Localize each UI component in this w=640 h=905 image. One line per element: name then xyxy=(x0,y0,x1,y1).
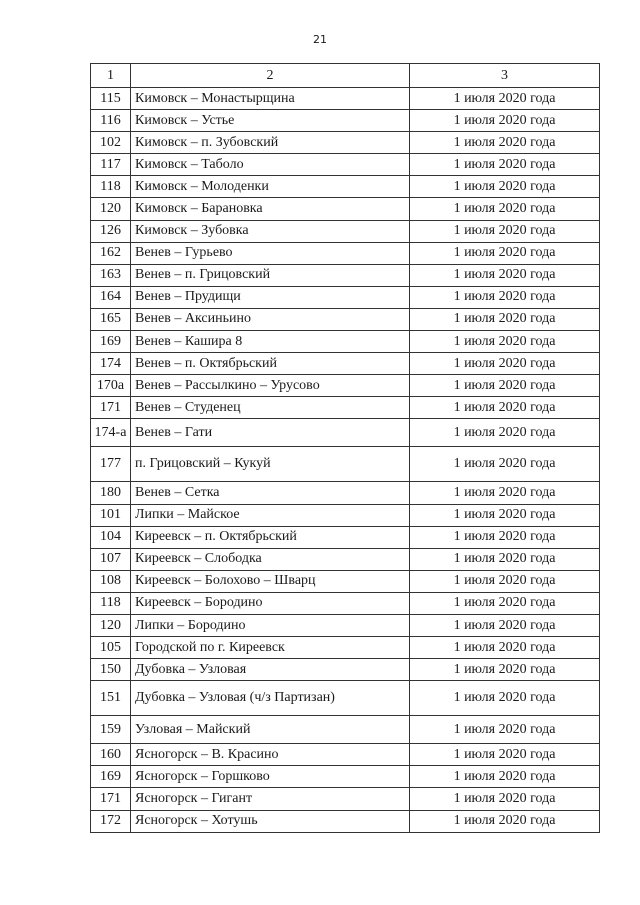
route-number-cell: 151 xyxy=(91,681,131,716)
table-row xyxy=(91,570,600,592)
table-row xyxy=(91,308,600,330)
start-date-cell: 1 июля 2020 года xyxy=(410,397,600,419)
route-name-cell: Венев – Гати xyxy=(131,419,410,447)
route-number-cell: 177 xyxy=(91,447,131,482)
start-date-cell: 1 июля 2020 года xyxy=(410,220,600,242)
table-row xyxy=(91,397,600,419)
table-row xyxy=(91,659,600,681)
header-cell-3: 3 xyxy=(410,64,600,88)
route-number-cell: 108 xyxy=(91,570,131,592)
start-date-cell: 1 июля 2020 года xyxy=(410,681,600,716)
route-number-cell: 180 xyxy=(91,482,131,504)
start-date-cell: 1 июля 2020 года xyxy=(410,548,600,570)
start-date-cell: 1 июля 2020 года xyxy=(410,570,600,592)
route-number-cell: 150 xyxy=(91,659,131,681)
start-date-cell: 1 июля 2020 года xyxy=(410,419,600,447)
start-date-cell: 1 июля 2020 года xyxy=(410,286,600,308)
route-number-cell: 126 xyxy=(91,220,131,242)
table-row xyxy=(91,716,600,744)
route-name-cell: Узловая – Майский xyxy=(131,716,410,744)
route-number-cell: 115 xyxy=(91,88,131,110)
start-date-cell: 1 июля 2020 года xyxy=(410,447,600,482)
table-row xyxy=(91,526,600,548)
route-name-cell: Венев – Сетка xyxy=(131,482,410,504)
route-number-cell: 107 xyxy=(91,548,131,570)
route-number-cell: 171 xyxy=(91,788,131,810)
table-row xyxy=(91,220,600,242)
table-row xyxy=(91,810,600,832)
route-name-cell: Липки – Бородино xyxy=(131,614,410,636)
route-name-cell: Венев – п. Октябрьский xyxy=(131,353,410,375)
route-name-cell: Венев – Аксиньино xyxy=(131,308,410,330)
start-date-cell: 1 июля 2020 года xyxy=(410,375,600,397)
routes-table xyxy=(90,63,600,833)
route-name-cell: Липки – Майское xyxy=(131,504,410,526)
start-date-cell: 1 июля 2020 года xyxy=(410,592,600,614)
start-date-cell: 1 июля 2020 года xyxy=(410,353,600,375)
start-date-cell: 1 июля 2020 года xyxy=(410,308,600,330)
table-row xyxy=(91,264,600,286)
route-number-cell: 105 xyxy=(91,637,131,659)
start-date-cell: 1 июля 2020 года xyxy=(410,154,600,176)
route-name-cell: Киреевск – Болохово – Шварц xyxy=(131,570,410,592)
start-date-cell: 1 июля 2020 года xyxy=(410,637,600,659)
route-number-cell: 118 xyxy=(91,176,131,198)
table-row xyxy=(91,482,600,504)
route-name-cell: Киреевск – Бородино xyxy=(131,592,410,614)
route-name-cell: Венев – п. Грицовский xyxy=(131,264,410,286)
route-number-cell: 160 xyxy=(91,744,131,766)
start-date-cell: 1 июля 2020 года xyxy=(410,198,600,220)
table-row xyxy=(91,198,600,220)
route-name-cell: п. Грицовский – Кукуй xyxy=(131,447,410,482)
route-name-cell: Кимовск – п. Зубовский xyxy=(131,132,410,154)
start-date-cell: 1 июля 2020 года xyxy=(410,810,600,832)
route-number-cell: 163 xyxy=(91,264,131,286)
route-number-cell: 118 xyxy=(91,592,131,614)
route-number-cell: 171 xyxy=(91,397,131,419)
route-number-cell: 165 xyxy=(91,308,131,330)
start-date-cell: 1 июля 2020 года xyxy=(410,659,600,681)
route-name-cell: Венев – Прудищи xyxy=(131,286,410,308)
table-row xyxy=(91,504,600,526)
start-date-cell: 1 июля 2020 года xyxy=(410,264,600,286)
start-date-cell: 1 июля 2020 года xyxy=(410,614,600,636)
table-row xyxy=(91,88,600,110)
route-number-cell: 159 xyxy=(91,716,131,744)
route-name-cell: Кимовск – Барановка xyxy=(131,198,410,220)
start-date-cell: 1 июля 2020 года xyxy=(410,482,600,504)
route-number-cell: 170а xyxy=(91,375,131,397)
start-date-cell: 1 июля 2020 года xyxy=(410,744,600,766)
route-name-cell: Венев – Кашира 8 xyxy=(131,331,410,353)
route-name-cell: Кимовск – Таболо xyxy=(131,154,410,176)
start-date-cell: 1 июля 2020 года xyxy=(410,88,600,110)
route-name-cell: Киреевск – Слободка xyxy=(131,548,410,570)
start-date-cell: 1 июля 2020 года xyxy=(410,504,600,526)
route-number-cell: 101 xyxy=(91,504,131,526)
table-row xyxy=(91,447,600,482)
table-row xyxy=(91,766,600,788)
route-number-cell: 169 xyxy=(91,766,131,788)
route-name-cell: Дубовка – Узловая xyxy=(131,659,410,681)
route-name-cell: Кимовск – Устье xyxy=(131,110,410,132)
route-name-cell: Ясногорск – Хотушь xyxy=(131,810,410,832)
start-date-cell: 1 июля 2020 года xyxy=(410,132,600,154)
table-row xyxy=(91,242,600,264)
table-row xyxy=(91,592,600,614)
route-name-cell: Дубовка – Узловая (ч/з Партизан) xyxy=(131,681,410,716)
table-row xyxy=(91,176,600,198)
route-name-cell: Кимовск – Монастырщина xyxy=(131,88,410,110)
route-name-cell: Ясногорск – В. Красино xyxy=(131,744,410,766)
table-row xyxy=(91,637,600,659)
route-number-cell: 162 xyxy=(91,242,131,264)
route-number-cell: 104 xyxy=(91,526,131,548)
route-number-cell: 102 xyxy=(91,132,131,154)
route-name-cell: Ясногорск – Гигант xyxy=(131,788,410,810)
table-row xyxy=(91,353,600,375)
table-row xyxy=(91,375,600,397)
table-row xyxy=(91,286,600,308)
start-date-cell: 1 июля 2020 года xyxy=(410,766,600,788)
start-date-cell: 1 июля 2020 года xyxy=(410,242,600,264)
table-row xyxy=(91,548,600,570)
table-row xyxy=(91,110,600,132)
route-number-cell: 117 xyxy=(91,154,131,176)
route-name-cell: Венев – Студенец xyxy=(131,397,410,419)
table-row xyxy=(91,419,600,447)
route-name-cell: Ясногорск – Горшково xyxy=(131,766,410,788)
route-number-cell: 174-а xyxy=(91,419,131,447)
start-date-cell: 1 июля 2020 года xyxy=(410,110,600,132)
page-number: 21 xyxy=(313,33,327,46)
route-number-cell: 169 xyxy=(91,331,131,353)
header-cell-1: 1 xyxy=(91,64,131,88)
route-number-cell: 120 xyxy=(91,198,131,220)
route-number-cell: 164 xyxy=(91,286,131,308)
start-date-cell: 1 июля 2020 года xyxy=(410,526,600,548)
table-row xyxy=(91,132,600,154)
table-row xyxy=(91,788,600,810)
route-name-cell: Городской по г. Киреевск xyxy=(131,637,410,659)
start-date-cell: 1 июля 2020 года xyxy=(410,176,600,198)
start-date-cell: 1 июля 2020 года xyxy=(410,331,600,353)
route-name-cell: Кимовск – Зубовка xyxy=(131,220,410,242)
route-number-cell: 174 xyxy=(91,353,131,375)
table-row xyxy=(91,681,600,716)
start-date-cell: 1 июля 2020 года xyxy=(410,716,600,744)
table-row xyxy=(91,614,600,636)
table-row xyxy=(91,154,600,176)
route-name-cell: Венев – Рассылкино – Урусово xyxy=(131,375,410,397)
route-number-cell: 172 xyxy=(91,810,131,832)
table-row xyxy=(91,744,600,766)
table-header-row xyxy=(91,64,600,88)
route-name-cell: Киреевск – п. Октябрьский xyxy=(131,526,410,548)
route-name-cell: Кимовск – Молоденки xyxy=(131,176,410,198)
start-date-cell: 1 июля 2020 года xyxy=(410,788,600,810)
route-number-cell: 116 xyxy=(91,110,131,132)
route-name-cell: Венев – Гурьево xyxy=(131,242,410,264)
route-number-cell: 120 xyxy=(91,614,131,636)
header-cell-2: 2 xyxy=(131,64,410,88)
table-row xyxy=(91,331,600,353)
